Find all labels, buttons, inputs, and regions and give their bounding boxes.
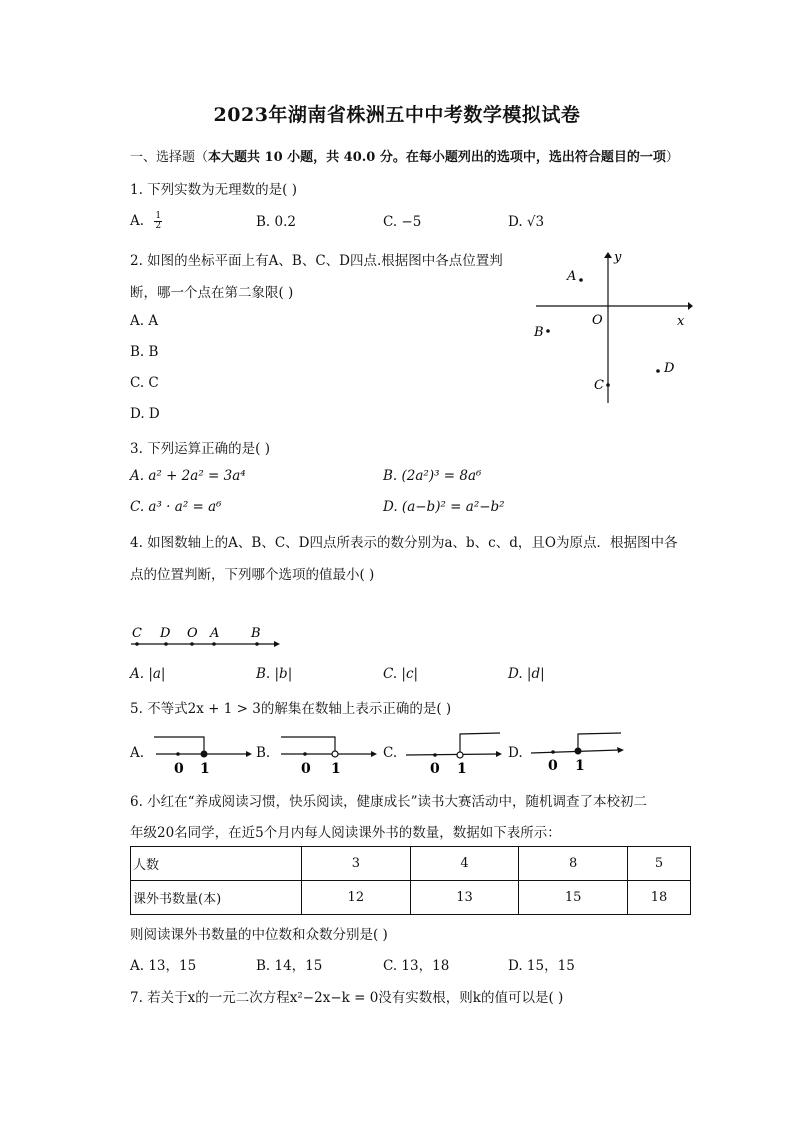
point-b xyxy=(546,329,550,333)
q5b-tick-zero: 0 xyxy=(301,761,311,777)
q5-numberline-a xyxy=(150,728,260,776)
y-axis-label: y xyxy=(614,250,622,265)
q4-option-b: B. |b| xyxy=(256,666,293,682)
q4-stem-line1: 4. 如图数轴上的A、B、C、D四点所表示的数分别为a、b、c、d，且O为原点．根据图中各 xyxy=(130,535,678,551)
table-cell: 15 xyxy=(519,881,628,915)
q1-fraction xyxy=(154,212,162,231)
q1-option-d: D. √3 xyxy=(508,214,545,230)
q3-option-d: D. (a−b)² = a²−b² xyxy=(383,499,505,515)
q5a-solution-ray xyxy=(154,737,204,754)
q6-question: 则阅读课外书数量的中位数和众数分别是( ) xyxy=(130,927,388,943)
q5-numberline-c xyxy=(400,728,510,776)
x-axis-label: x xyxy=(677,314,685,329)
q1-stem: 1. 下列实数为无理数的是( ) xyxy=(130,182,297,198)
q3-stem: 3. 下列运算正确的是( ) xyxy=(130,441,270,457)
q1-option-a-letter: A. xyxy=(130,213,145,229)
q5c-axis xyxy=(406,754,498,755)
q2-option-d: D. D xyxy=(130,406,160,422)
q5a-arrow-icon xyxy=(246,751,252,757)
q1-option-a xyxy=(130,212,162,231)
q2-option-c: C. C xyxy=(130,375,159,391)
q5a-one-point xyxy=(201,751,207,757)
q5c-one-point xyxy=(457,752,463,758)
page-title: 2023年湖南省株洲五中中考数学模拟试卷 xyxy=(213,104,581,126)
point-c-label: C xyxy=(594,378,604,393)
x-axis-arrow-icon xyxy=(688,302,693,310)
numberline-point-d xyxy=(164,642,168,646)
q6-option-b: B. 14，15 xyxy=(256,958,323,974)
table-cell: 4 xyxy=(410,847,519,881)
q3-option-a: A. a² + 2a² = 3a⁴ xyxy=(130,468,246,484)
numberline-label-d: D xyxy=(160,626,171,641)
q6-stem-line1: 6. 小红在“养成阅读习惯，快乐阅读，健康成长”读书大赛活动中，随机调查了本校初二 xyxy=(130,794,647,810)
q5b-tick-one: 1 xyxy=(331,761,341,777)
numberline-label-c: C xyxy=(132,626,142,641)
number-line-figure xyxy=(128,622,288,654)
q5b-one-point xyxy=(332,751,338,757)
numberline-label-b: B xyxy=(251,626,261,641)
q6-option-c: C. 13，18 xyxy=(383,958,450,974)
numberline-point-b xyxy=(255,642,259,646)
q5c-solution-ray xyxy=(460,733,500,752)
numberline-point-a xyxy=(212,642,216,646)
q5d-solution-ray xyxy=(578,733,621,750)
section-close: ） xyxy=(665,150,679,165)
point-d-label: D xyxy=(664,361,675,376)
reading-data-table xyxy=(130,846,691,915)
table-cell: 13 xyxy=(410,881,519,915)
number-line-arrow-icon xyxy=(274,641,280,647)
q5b-arrow-icon xyxy=(371,751,377,757)
numberline-label-a: A xyxy=(210,626,220,641)
q1-fraction-numerator: 1 xyxy=(155,211,162,221)
q5a-zero-point xyxy=(176,752,180,756)
q5c-tick-zero: 0 xyxy=(430,761,440,777)
q6-stem-line2: 年级20名同学，在近5个月内每人阅读课外书的数量，数据如下表所示： xyxy=(130,825,561,841)
q5-option-c: C. xyxy=(383,745,398,761)
numberline-point-o xyxy=(190,642,194,646)
origin-label: O xyxy=(592,313,603,328)
table-row-head: 课外书数量(本) xyxy=(131,881,302,915)
coordinate-plane-figure xyxy=(530,248,695,408)
table-row-head: 人数 xyxy=(131,847,302,881)
point-d xyxy=(656,369,660,373)
q5-option-a: A. xyxy=(130,745,145,761)
q5d-arrow-icon xyxy=(617,747,624,753)
table-cell: 5 xyxy=(628,847,691,881)
table-cell: 18 xyxy=(628,881,691,915)
q1-fraction-denominator: 2 xyxy=(155,221,162,231)
y-axis-arrow-icon xyxy=(604,252,612,258)
section-header xyxy=(130,146,679,165)
numberline-label-o: O xyxy=(187,626,198,641)
q1-option-b: B. 0.2 xyxy=(256,214,296,230)
table-cell: 12 xyxy=(302,881,411,915)
q5-option-d: D. xyxy=(508,745,523,761)
point-b-label: B xyxy=(534,325,544,340)
q5d-one-point xyxy=(575,748,581,754)
q4-option-d: D. |d| xyxy=(508,666,545,682)
q3-option-c: C. a³ · a² = a⁶ xyxy=(130,499,222,515)
q2-stem-line1: 2. 如图的坐标平面上有A、B、C、D四点.根据图中各点位置判 xyxy=(130,253,503,269)
q5-numberline-b xyxy=(275,728,385,776)
q4-option-a: A. |a| xyxy=(130,666,166,682)
q5c-zero-point xyxy=(433,753,437,757)
q7-stem: 7. 若关于x的一元二次方程x²−2x−k = 0没有实数根，则k的值可以是( ) xyxy=(130,990,564,1006)
table-cell: 3 xyxy=(302,847,411,881)
q2-option-b: B. B xyxy=(130,344,159,360)
q5d-zero-point xyxy=(551,750,555,754)
q6-option-a: A. 13，15 xyxy=(130,958,197,974)
q6-option-d: D. 15，15 xyxy=(508,958,575,974)
q5c-tick-one: 1 xyxy=(457,761,467,777)
point-a-label: A xyxy=(567,269,577,284)
q2-option-a: A. A xyxy=(130,313,159,329)
section-detail: 本大题共 10 小题，共 40.0 分。在每小题列出的选项中，选出符合题目的一项 xyxy=(208,150,666,165)
q4-option-c: C. |c| xyxy=(383,666,419,682)
point-a xyxy=(579,278,583,282)
table-row xyxy=(131,847,691,881)
q2-stem-line2: 断，哪一个点在第二象限( ) xyxy=(130,285,294,301)
q5a-tick-one: 1 xyxy=(200,761,210,777)
q5d-tick-zero: 0 xyxy=(548,758,558,774)
q1-option-c: C. −5 xyxy=(383,214,422,230)
table-row xyxy=(131,881,691,915)
q5-option-b: B. xyxy=(256,745,271,761)
section-label: 一、选择题（ xyxy=(130,150,209,165)
q3-option-b: B. (2a²)³ = 8a⁶ xyxy=(383,468,482,484)
q5-stem: 5. 不等式2x + 1 > 3的解集在数轴上表示正确的是( ) xyxy=(130,701,452,717)
numberline-point-c xyxy=(135,642,139,646)
q5a-tick-zero: 0 xyxy=(174,761,184,777)
point-c xyxy=(606,383,610,387)
q5b-solution-ray xyxy=(281,737,335,751)
table-cell: 8 xyxy=(519,847,628,881)
q5-numberline-d xyxy=(525,728,635,776)
q5c-arrow-icon xyxy=(496,751,502,757)
q4-stem-line2: 点的位置判断，下列哪个选项的值最小( ) xyxy=(130,567,375,583)
q5d-tick-one: 1 xyxy=(575,758,585,774)
q5b-zero-point xyxy=(303,752,307,756)
